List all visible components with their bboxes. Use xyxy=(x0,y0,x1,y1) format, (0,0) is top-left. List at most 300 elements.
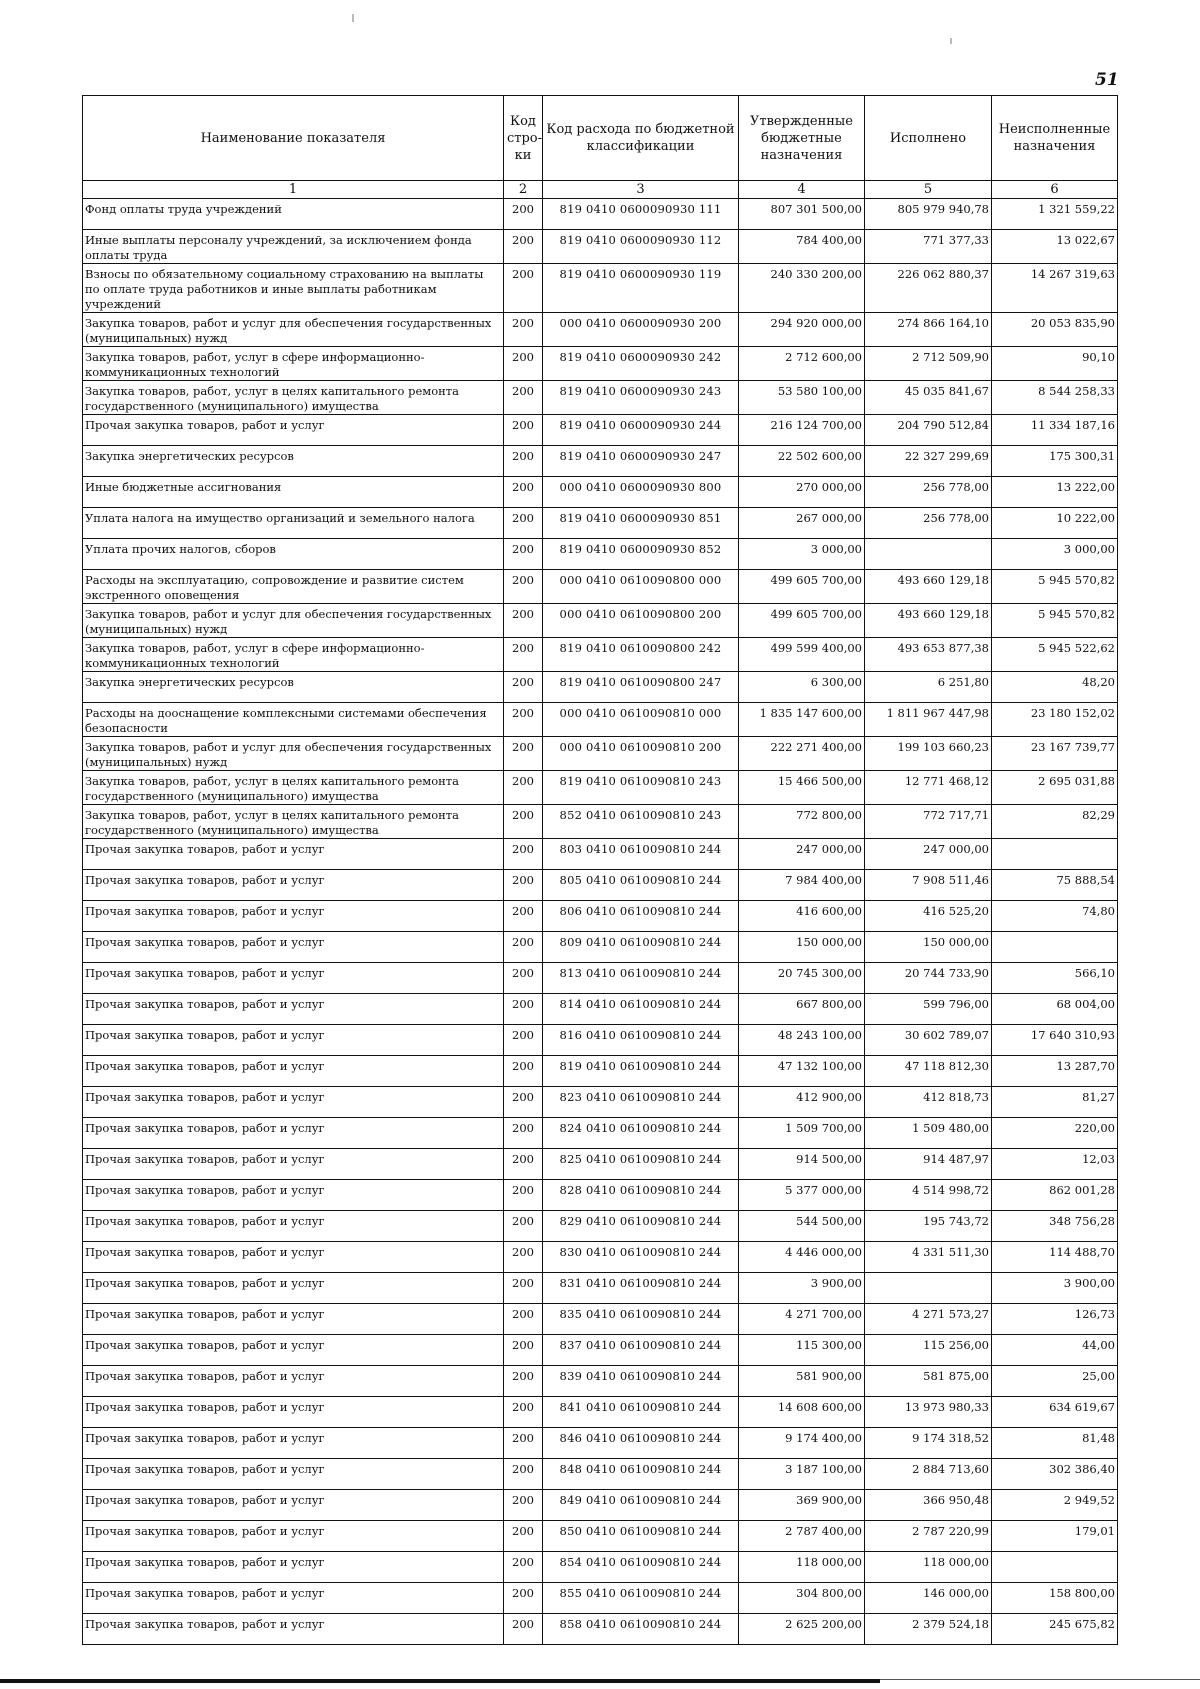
cell-line-code: 200 xyxy=(504,1304,543,1335)
cell-indicator-name: Прочая закупка товаров, работ и услуг xyxy=(83,932,504,963)
cell-approved: 5 377 000,00 xyxy=(739,1180,865,1211)
cell-approved: 14 608 600,00 xyxy=(739,1397,865,1428)
cell-approved: 294 920 000,00 xyxy=(739,313,865,347)
table-row xyxy=(83,539,1118,570)
cell-unexecuted: 82,29 xyxy=(992,805,1118,839)
table-row xyxy=(83,381,1118,415)
cell-unexecuted: 566,10 xyxy=(992,963,1118,994)
cell-approved: 216 124 700,00 xyxy=(739,415,865,446)
cell-budget-code: 000 0410 0610090800 000 xyxy=(543,570,739,604)
cell-approved: 2 787 400,00 xyxy=(739,1521,865,1552)
cell-line-code: 200 xyxy=(504,1366,543,1397)
cell-indicator-name: Прочая закупка товаров, работ и услуг xyxy=(83,1521,504,1552)
cell-line-code: 200 xyxy=(504,703,543,737)
cell-budget-code: 809 0410 0610090810 244 xyxy=(543,932,739,963)
cell-executed: 256 778,00 xyxy=(865,477,992,508)
table-row xyxy=(83,1335,1118,1366)
cell-budget-code: 000 0410 0600090930 800 xyxy=(543,477,739,508)
cell-approved: 6 300,00 xyxy=(739,672,865,703)
cell-executed: 204 790 512,84 xyxy=(865,415,992,446)
cell-approved: 1 835 147 600,00 xyxy=(739,703,865,737)
cell-executed: 47 118 812,30 xyxy=(865,1056,992,1087)
header-unexecuted: Неисполненные назначения xyxy=(992,96,1118,181)
table-row xyxy=(83,1118,1118,1149)
column-number-row xyxy=(83,181,1118,199)
cell-line-code: 200 xyxy=(504,805,543,839)
table-row xyxy=(83,604,1118,638)
cell-unexecuted: 81,48 xyxy=(992,1428,1118,1459)
cell-executed: 9 174 318,52 xyxy=(865,1428,992,1459)
cell-line-code: 200 xyxy=(504,1149,543,1180)
cell-unexecuted: 20 053 835,90 xyxy=(992,313,1118,347)
cell-approved: 499 605 700,00 xyxy=(739,570,865,604)
cell-unexecuted: 245 675,82 xyxy=(992,1614,1118,1645)
cell-budget-code: 819 0410 0600090930 244 xyxy=(543,415,739,446)
cell-line-code: 200 xyxy=(504,1428,543,1459)
cell-indicator-name: Прочая закупка товаров, работ и услуг xyxy=(83,415,504,446)
cell-budget-code: 819 0410 0600090930 852 xyxy=(543,539,739,570)
cell-indicator-name: Прочая закупка товаров, работ и услуг xyxy=(83,1490,504,1521)
table-row xyxy=(83,1490,1118,1521)
cell-approved: 1 509 700,00 xyxy=(739,1118,865,1149)
cell-executed: 2 787 220,99 xyxy=(865,1521,992,1552)
cell-approved: 581 900,00 xyxy=(739,1366,865,1397)
cell-budget-code: 000 0410 0600090930 200 xyxy=(543,313,739,347)
cell-indicator-name: Закупка товаров, работ, услуг в сфере информационно-коммуникационных технологий xyxy=(83,347,504,381)
cell-executed: 493 653 877,38 xyxy=(865,638,992,672)
cell-budget-code: 824 0410 0610090810 244 xyxy=(543,1118,739,1149)
cell-executed: 13 973 980,33 xyxy=(865,1397,992,1428)
cell-indicator-name: Закупка товаров, работ, услуг в целях капитального ремонта государственного (муниципального) имущества xyxy=(83,771,504,805)
cell-indicator-name: Прочая закупка товаров, работ и услуг xyxy=(83,1273,504,1304)
cell-budget-code: 819 0410 0610090810 243 xyxy=(543,771,739,805)
cell-budget-code: 819 0410 0610090810 244 xyxy=(543,1056,739,1087)
cell-line-code: 200 xyxy=(504,1056,543,1087)
cell-budget-code: 000 0410 0610090810 200 xyxy=(543,737,739,771)
cell-unexecuted: 25,00 xyxy=(992,1366,1118,1397)
cell-unexecuted: 862 001,28 xyxy=(992,1180,1118,1211)
page-bottom-rule xyxy=(0,1679,880,1683)
cell-indicator-name: Прочая закупка товаров, работ и услуг xyxy=(83,963,504,994)
cell-line-code: 200 xyxy=(504,1273,543,1304)
column-number: 3 xyxy=(543,181,739,199)
cell-approved: 53 580 100,00 xyxy=(739,381,865,415)
cell-executed: 412 818,73 xyxy=(865,1087,992,1118)
cell-line-code: 200 xyxy=(504,381,543,415)
cell-indicator-name: Закупка товаров, работ и услуг для обеспечения государственных (муниципальных) нужд xyxy=(83,313,504,347)
cell-unexecuted: 11 334 187,16 xyxy=(992,415,1118,446)
cell-line-code: 200 xyxy=(504,477,543,508)
cell-approved: 20 745 300,00 xyxy=(739,963,865,994)
cell-line-code: 200 xyxy=(504,1242,543,1273)
cell-unexecuted: 158 800,00 xyxy=(992,1583,1118,1614)
cell-indicator-name: Расходы на дооснащение комплексными системами обеспечения безопасности xyxy=(83,703,504,737)
cell-executed: 416 525,20 xyxy=(865,901,992,932)
cell-approved: 48 243 100,00 xyxy=(739,1025,865,1056)
header-budget-code: Код расхода по бюджетной классификации xyxy=(543,96,739,181)
cell-indicator-name: Закупка энергетических ресурсов xyxy=(83,672,504,703)
cell-approved: 544 500,00 xyxy=(739,1211,865,1242)
cell-approved: 15 466 500,00 xyxy=(739,771,865,805)
cell-executed: 914 487,97 xyxy=(865,1149,992,1180)
cell-line-code: 200 xyxy=(504,1335,543,1366)
table-row xyxy=(83,1087,1118,1118)
cell-unexecuted: 126,73 xyxy=(992,1304,1118,1335)
cell-executed: 599 796,00 xyxy=(865,994,992,1025)
cell-indicator-name: Иные выплаты персоналу учреждений, за исключением фонда оплаты труда xyxy=(83,230,504,264)
cell-executed: 20 744 733,90 xyxy=(865,963,992,994)
cell-line-code: 200 xyxy=(504,839,543,870)
cell-indicator-name: Прочая закупка товаров, работ и услуг xyxy=(83,1087,504,1118)
cell-budget-code: 000 0410 0610090800 200 xyxy=(543,604,739,638)
cell-budget-code: 806 0410 0610090810 244 xyxy=(543,901,739,932)
cell-executed: 195 743,72 xyxy=(865,1211,992,1242)
table-row xyxy=(83,963,1118,994)
cell-executed: 4 271 573,27 xyxy=(865,1304,992,1335)
cell-approved: 222 271 400,00 xyxy=(739,737,865,771)
cell-unexecuted: 5 945 570,82 xyxy=(992,570,1118,604)
cell-budget-code: 819 0410 0600090930 111 xyxy=(543,199,739,230)
table-row xyxy=(83,1459,1118,1490)
table-row xyxy=(83,570,1118,604)
cell-executed: 2 712 509,90 xyxy=(865,347,992,381)
cell-indicator-name: Прочая закупка товаров, работ и услуг xyxy=(83,994,504,1025)
cell-approved: 4 446 000,00 xyxy=(739,1242,865,1273)
table-row xyxy=(83,805,1118,839)
cell-indicator-name: Прочая закупка товаров, работ и услуг xyxy=(83,839,504,870)
cell-unexecuted: 13 022,67 xyxy=(992,230,1118,264)
cell-indicator-name: Иные бюджетные ассигнования xyxy=(83,477,504,508)
cell-unexecuted: 175 300,31 xyxy=(992,446,1118,477)
cell-executed xyxy=(865,539,992,570)
cell-executed: 2 379 524,18 xyxy=(865,1614,992,1645)
cell-line-code: 200 xyxy=(504,199,543,230)
cell-unexecuted: 1 321 559,22 xyxy=(992,199,1118,230)
cell-line-code: 200 xyxy=(504,1397,543,1428)
cell-indicator-name: Закупка товаров, работ и услуг для обеспечения государственных (муниципальных) нужд xyxy=(83,737,504,771)
column-number: 1 xyxy=(83,181,504,199)
table-row xyxy=(83,638,1118,672)
column-number: 4 xyxy=(739,181,865,199)
column-number: 5 xyxy=(865,181,992,199)
cell-indicator-name: Прочая закупка товаров, работ и услуг xyxy=(83,1428,504,1459)
table-row xyxy=(83,1180,1118,1211)
scan-mark xyxy=(352,14,354,22)
cell-unexecuted: 74,80 xyxy=(992,901,1118,932)
cell-executed: 493 660 129,18 xyxy=(865,570,992,604)
cell-unexecuted: 5 945 570,82 xyxy=(992,604,1118,638)
table-row xyxy=(83,1521,1118,1552)
table-row xyxy=(83,1304,1118,1335)
cell-unexecuted: 81,27 xyxy=(992,1087,1118,1118)
cell-unexecuted: 17 640 310,93 xyxy=(992,1025,1118,1056)
cell-executed: 199 103 660,23 xyxy=(865,737,992,771)
cell-budget-code: 841 0410 0610090810 244 xyxy=(543,1397,739,1428)
header-line-code: Код стро-ки xyxy=(504,96,543,181)
table-row xyxy=(83,1211,1118,1242)
table-row xyxy=(83,1614,1118,1645)
cell-indicator-name: Прочая закупка товаров, работ и услуг xyxy=(83,1242,504,1273)
cell-line-code: 200 xyxy=(504,1552,543,1583)
cell-budget-code: 819 0410 0600090930 119 xyxy=(543,264,739,313)
page-bottom-rule xyxy=(880,1679,1200,1680)
table-row xyxy=(83,347,1118,381)
cell-indicator-name: Взносы по обязательному социальному страхованию на выплаты по оплате труда работников и иные выплаты работникам учреждений xyxy=(83,264,504,313)
cell-unexecuted: 179,01 xyxy=(992,1521,1118,1552)
cell-approved: 115 300,00 xyxy=(739,1335,865,1366)
cell-budget-code: 819 0410 0610090800 242 xyxy=(543,638,739,672)
cell-budget-code: 829 0410 0610090810 244 xyxy=(543,1211,739,1242)
cell-approved: 499 605 700,00 xyxy=(739,604,865,638)
cell-budget-code: 819 0410 0610090800 247 xyxy=(543,672,739,703)
budget-execution-table xyxy=(82,95,1118,1645)
cell-executed: 12 771 468,12 xyxy=(865,771,992,805)
header-indicator-name: Наименование показателя xyxy=(83,96,504,181)
cell-line-code: 200 xyxy=(504,1087,543,1118)
table-row xyxy=(83,1397,1118,1428)
table-row xyxy=(83,508,1118,539)
table-row xyxy=(83,870,1118,901)
cell-approved: 3 900,00 xyxy=(739,1273,865,1304)
table-row xyxy=(83,199,1118,230)
cell-budget-code: 819 0410 0600090930 242 xyxy=(543,347,739,381)
cell-approved: 667 800,00 xyxy=(739,994,865,1025)
cell-unexecuted: 10 222,00 xyxy=(992,508,1118,539)
cell-executed: 1 811 967 447,98 xyxy=(865,703,992,737)
cell-executed: 22 327 299,69 xyxy=(865,446,992,477)
cell-budget-code: 805 0410 0610090810 244 xyxy=(543,870,739,901)
cell-indicator-name: Прочая закупка товаров, работ и услуг xyxy=(83,1366,504,1397)
table-row xyxy=(83,264,1118,313)
cell-unexecuted: 90,10 xyxy=(992,347,1118,381)
cell-executed: 274 866 164,10 xyxy=(865,313,992,347)
cell-executed: 146 000,00 xyxy=(865,1583,992,1614)
cell-line-code: 200 xyxy=(504,901,543,932)
cell-unexecuted: 12,03 xyxy=(992,1149,1118,1180)
table-row xyxy=(83,771,1118,805)
cell-line-code: 200 xyxy=(504,994,543,1025)
table-row xyxy=(83,477,1118,508)
cell-approved: 150 000,00 xyxy=(739,932,865,963)
cell-budget-code: 855 0410 0610090810 244 xyxy=(543,1583,739,1614)
cell-line-code: 200 xyxy=(504,1521,543,1552)
table-row xyxy=(83,230,1118,264)
cell-executed: 493 660 129,18 xyxy=(865,604,992,638)
cell-indicator-name: Уплата налога на имущество организаций и земельного налога xyxy=(83,508,504,539)
cell-unexecuted xyxy=(992,839,1118,870)
table-row xyxy=(83,1025,1118,1056)
cell-indicator-name: Прочая закупка товаров, работ и услуг xyxy=(83,1056,504,1087)
cell-unexecuted: 13 222,00 xyxy=(992,477,1118,508)
table-row xyxy=(83,1242,1118,1273)
cell-approved: 47 132 100,00 xyxy=(739,1056,865,1087)
cell-line-code: 200 xyxy=(504,1583,543,1614)
cell-indicator-name: Прочая закупка товаров, работ и услуг xyxy=(83,1304,504,1335)
cell-approved: 2 712 600,00 xyxy=(739,347,865,381)
cell-indicator-name: Прочая закупка товаров, работ и услуг xyxy=(83,1459,504,1490)
cell-approved: 304 800,00 xyxy=(739,1583,865,1614)
cell-budget-code: 849 0410 0610090810 244 xyxy=(543,1490,739,1521)
cell-executed: 1 509 480,00 xyxy=(865,1118,992,1149)
cell-indicator-name: Фонд оплаты труда учреждений xyxy=(83,199,504,230)
cell-indicator-name: Прочая закупка товаров, работ и услуг xyxy=(83,1211,504,1242)
cell-approved: 270 000,00 xyxy=(739,477,865,508)
cell-executed: 150 000,00 xyxy=(865,932,992,963)
cell-executed: 772 717,71 xyxy=(865,805,992,839)
cell-indicator-name: Прочая закупка товаров, работ и услуг xyxy=(83,1614,504,1645)
scan-mark xyxy=(950,38,952,44)
table-row xyxy=(83,994,1118,1025)
cell-approved: 7 984 400,00 xyxy=(739,870,865,901)
table-row xyxy=(83,1366,1118,1397)
cell-budget-code: 850 0410 0610090810 244 xyxy=(543,1521,739,1552)
table-row xyxy=(83,1056,1118,1087)
cell-budget-code: 819 0410 0600090930 243 xyxy=(543,381,739,415)
cell-indicator-name: Закупка товаров, работ и услуг для обеспечения государственных (муниципальных) нужд xyxy=(83,604,504,638)
cell-executed: 256 778,00 xyxy=(865,508,992,539)
header-row xyxy=(83,96,1118,181)
cell-line-code: 200 xyxy=(504,963,543,994)
cell-approved: 416 600,00 xyxy=(739,901,865,932)
table-row xyxy=(83,313,1118,347)
cell-unexecuted: 220,00 xyxy=(992,1118,1118,1149)
cell-indicator-name: Прочая закупка товаров, работ и услуг xyxy=(83,1583,504,1614)
cell-indicator-name: Прочая закупка товаров, работ и услуг xyxy=(83,901,504,932)
cell-approved: 118 000,00 xyxy=(739,1552,865,1583)
cell-indicator-name: Прочая закупка товаров, работ и услуг xyxy=(83,1335,504,1366)
cell-unexecuted: 3 000,00 xyxy=(992,539,1118,570)
cell-indicator-name: Прочая закупка товаров, работ и услуг xyxy=(83,1397,504,1428)
cell-indicator-name: Прочая закупка товаров, работ и услуг xyxy=(83,1180,504,1211)
cell-line-code: 200 xyxy=(504,347,543,381)
cell-approved: 914 500,00 xyxy=(739,1149,865,1180)
cell-budget-code: 814 0410 0610090810 244 xyxy=(543,994,739,1025)
cell-line-code: 200 xyxy=(504,1118,543,1149)
header-approved: Утвержденные бюджетные назначения xyxy=(739,96,865,181)
cell-indicator-name: Закупка товаров, работ, услуг в сфере информационно-коммуникационных технологий xyxy=(83,638,504,672)
cell-budget-code: 825 0410 0610090810 244 xyxy=(543,1149,739,1180)
column-number: 2 xyxy=(504,181,543,199)
cell-approved: 499 599 400,00 xyxy=(739,638,865,672)
table-body xyxy=(83,199,1118,1645)
cell-indicator-name: Прочая закупка товаров, работ и услуг xyxy=(83,1552,504,1583)
cell-unexecuted: 2 949,52 xyxy=(992,1490,1118,1521)
table-row xyxy=(83,1428,1118,1459)
cell-approved: 22 502 600,00 xyxy=(739,446,865,477)
cell-approved: 267 000,00 xyxy=(739,508,865,539)
cell-approved: 772 800,00 xyxy=(739,805,865,839)
cell-line-code: 200 xyxy=(504,230,543,264)
table-row xyxy=(83,415,1118,446)
cell-line-code: 200 xyxy=(504,672,543,703)
cell-indicator-name: Прочая закупка товаров, работ и услуг xyxy=(83,870,504,901)
cell-executed: 226 062 880,37 xyxy=(865,264,992,313)
cell-unexecuted: 68 004,00 xyxy=(992,994,1118,1025)
cell-unexecuted: 5 945 522,62 xyxy=(992,638,1118,672)
page-number: 51 xyxy=(1095,70,1119,90)
table-row xyxy=(83,1149,1118,1180)
cell-executed: 366 950,48 xyxy=(865,1490,992,1521)
table-row xyxy=(83,703,1118,737)
cell-approved: 2 625 200,00 xyxy=(739,1614,865,1645)
cell-approved: 240 330 200,00 xyxy=(739,264,865,313)
cell-budget-code: 803 0410 0610090810 244 xyxy=(543,839,739,870)
cell-line-code: 200 xyxy=(504,638,543,672)
cell-line-code: 200 xyxy=(504,1025,543,1056)
cell-executed: 118 000,00 xyxy=(865,1552,992,1583)
table-row xyxy=(83,672,1118,703)
cell-budget-code: 000 0410 0610090810 000 xyxy=(543,703,739,737)
cell-approved: 4 271 700,00 xyxy=(739,1304,865,1335)
cell-executed: 247 000,00 xyxy=(865,839,992,870)
cell-line-code: 200 xyxy=(504,737,543,771)
cell-executed: 115 256,00 xyxy=(865,1335,992,1366)
cell-line-code: 200 xyxy=(504,932,543,963)
cell-line-code: 200 xyxy=(504,264,543,313)
cell-line-code: 200 xyxy=(504,1614,543,1645)
cell-indicator-name: Прочая закупка товаров, работ и услуг xyxy=(83,1025,504,1056)
cell-budget-code: 848 0410 0610090810 244 xyxy=(543,1459,739,1490)
cell-budget-code: 839 0410 0610090810 244 xyxy=(543,1366,739,1397)
cell-budget-code: 819 0410 0600090930 112 xyxy=(543,230,739,264)
table-row xyxy=(83,901,1118,932)
cell-line-code: 200 xyxy=(504,313,543,347)
cell-line-code: 200 xyxy=(504,570,543,604)
cell-executed: 6 251,80 xyxy=(865,672,992,703)
table-row xyxy=(83,932,1118,963)
cell-unexecuted: 3 900,00 xyxy=(992,1273,1118,1304)
cell-unexecuted xyxy=(992,1552,1118,1583)
cell-line-code: 200 xyxy=(504,1211,543,1242)
cell-executed: 30 602 789,07 xyxy=(865,1025,992,1056)
cell-budget-code: 816 0410 0610090810 244 xyxy=(543,1025,739,1056)
cell-approved: 9 174 400,00 xyxy=(739,1428,865,1459)
cell-line-code: 200 xyxy=(504,539,543,570)
cell-approved: 3 187 100,00 xyxy=(739,1459,865,1490)
cell-executed: 4 331 511,30 xyxy=(865,1242,992,1273)
cell-budget-code: 831 0410 0610090810 244 xyxy=(543,1273,739,1304)
cell-approved: 3 000,00 xyxy=(739,539,865,570)
cell-unexecuted: 14 267 319,63 xyxy=(992,264,1118,313)
cell-indicator-name: Уплата прочих налогов, сборов xyxy=(83,539,504,570)
cell-unexecuted: 23 180 152,02 xyxy=(992,703,1118,737)
cell-line-code: 200 xyxy=(504,415,543,446)
cell-line-code: 200 xyxy=(504,1490,543,1521)
cell-unexecuted: 114 488,70 xyxy=(992,1242,1118,1273)
header-executed: Исполнено xyxy=(865,96,992,181)
cell-indicator-name: Закупка товаров, работ, услуг в целях капитального ремонта государственного (муниципального) имущества xyxy=(83,805,504,839)
cell-approved: 369 900,00 xyxy=(739,1490,865,1521)
cell-unexecuted: 23 167 739,77 xyxy=(992,737,1118,771)
cell-indicator-name: Закупка энергетических ресурсов xyxy=(83,446,504,477)
cell-budget-code: 835 0410 0610090810 244 xyxy=(543,1304,739,1335)
cell-unexecuted: 75 888,54 xyxy=(992,870,1118,901)
cell-executed: 771 377,33 xyxy=(865,230,992,264)
cell-budget-code: 828 0410 0610090810 244 xyxy=(543,1180,739,1211)
cell-line-code: 200 xyxy=(504,446,543,477)
table-row xyxy=(83,839,1118,870)
cell-indicator-name: Прочая закупка товаров, работ и услуг xyxy=(83,1118,504,1149)
cell-indicator-name: Прочая закупка товаров, работ и услуг xyxy=(83,1149,504,1180)
cell-indicator-name: Расходы на эксплуатацию, сопровождение и развитие систем экстренного оповещения xyxy=(83,570,504,604)
column-number: 6 xyxy=(992,181,1118,199)
cell-executed: 805 979 940,78 xyxy=(865,199,992,230)
cell-budget-code: 858 0410 0610090810 244 xyxy=(543,1614,739,1645)
table-row xyxy=(83,1273,1118,1304)
table-row xyxy=(83,1583,1118,1614)
cell-unexecuted: 348 756,28 xyxy=(992,1211,1118,1242)
table-row xyxy=(83,1552,1118,1583)
